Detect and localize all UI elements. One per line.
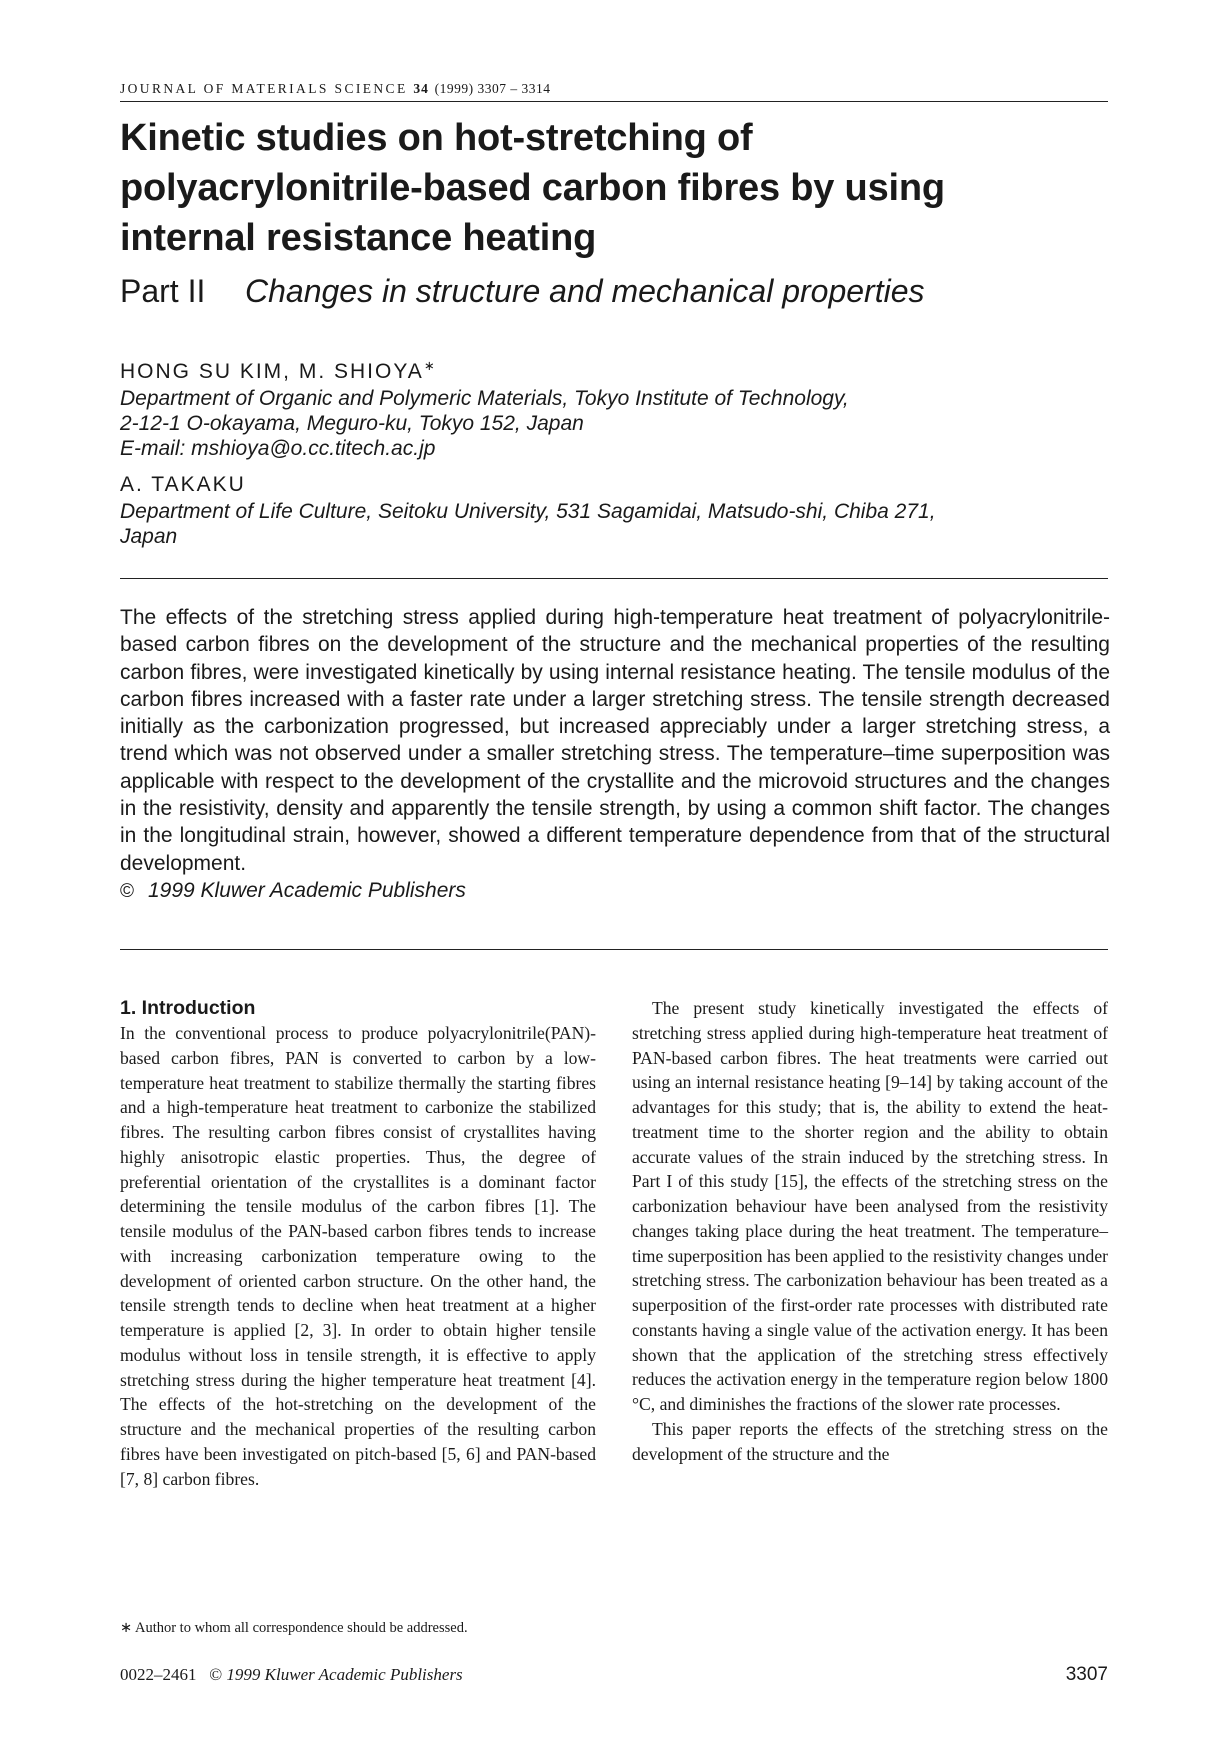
abstract-text: The effects of the stretching stress applied during high-temperature heat treatment of polyacrylonitrile-based carbon fibres on the development of the structure and the mechanical properties of the resulting carbon fibres, were investigated kinetically by using internal resistance heating. The tensile modulus of the carbon fibres increased with a faster rate under a larger stretching stress. The tensile strength decreased initially as the carbonization progressed, but increased appreciably under a larger stretching stress, a trend which was not observed under a smaller stretching stress. The temperature–time superposition was applicable with respect to the development of the crystallite and the microvoid structures and the changes in the resistivity, density and apparently the tensile strength, by using a common shift factor. The changes in the longitudinal strain, however, showed a different temperature dependence from that of the structural development. [120, 606, 1110, 875]
author-affiliation: Department of Life Culture, Seitoku University, 531 Sagamidai, Matsudo-shi, Chiba 271, Japan [120, 500, 936, 548]
left-column [120, 996, 596, 1491]
author-email: E-mail: mshioya@o.cc.titech.ac.jp [120, 437, 436, 460]
title-line: internal resistance heating [120, 217, 597, 259]
right-column [632, 996, 1108, 1466]
title-line: polyacrylonitrile-based carbon fibres by using [120, 167, 945, 209]
paragraph: The present study kinetically investigated the effects of stretching stress applied during high-temperature heat treatment of PAN-based carbon fibres. The heat treatments were carried out using an internal resistance heating [9–14] by taking account of the advantages for this study; that is, the ability to extend the heat-treatment time to the shorter region and the ability to obtain accurate values of the strain induced by the stretching stress. In Part I of this study [15], the effects of the stretching stress on the carbonization behaviour have been analysed from the resistivity changes taking place during the heat treatment. The temperature–time superposition has been applied to the resistivity changes under stretching stress. The carbonization behaviour has been treated as a superposition of the first-order rate processes with distributed rate constants having a single value of the activation energy. It has been shown that the application of the stretching stress effectively reduces the activation energy in the temperature region below 1800 °C, and diminishes the fractions of the slower rate processes. [632, 998, 1108, 1414]
subtitle-text: Changes in structure and mechanical properties [245, 273, 925, 309]
paper-title [120, 113, 1110, 263]
author-names: A. TAKAKU [120, 473, 246, 496]
correspondence-footnote: ∗ Author to whom all correspondence should be addressed. [120, 1620, 468, 1636]
copyright-symbol: © [209, 1665, 223, 1684]
abstract-copyright: © 1999 Kluwer Academic Publishers [120, 878, 466, 902]
part-label: Part II [120, 273, 206, 309]
abstract-bottom-rule [120, 949, 1108, 950]
paragraph: In the conventional process to produce polyacrylonitrile(PAN)-based carbon fibres, PAN is converted to carbon by a low-temperature heat treatment to stabilize thermally the starting fibres and a high-temperature heat treatment to carbonize the stabilized fibres. The resulting carbon fibres consist of crystallites having highly anisotropic elastic properties. Thus, the degree of preferential orientation of the crystallites is a dominant factor determining the tensile modulus of the carbon fibres [1]. The tensile modulus of the PAN-based carbon fibres tends to increase with increasing carbonization temperature owing to the development of oriented carbon structure. On the other hand, the tensile strength tends to decline when heat treatment at a higher temperature is applied [2, 3]. In order to obtain higher tensile modulus without loss in tensile strength, it is effective to apply stretching stress during the higher temperature heat treatment [4]. The effects of the hot-stretching on the development of the structure and the mechanical properties of the resulting carbon fibres have been investigated on pitch-based [5, 6] and PAN-based [7, 8] carbon fibres. [120, 1023, 596, 1489]
copyright-symbol: © [120, 880, 134, 902]
running-head [120, 81, 551, 97]
abstract [120, 604, 1110, 905]
issn: 0022–2461 [120, 1665, 197, 1684]
page-number: 3307 [1065, 1664, 1108, 1685]
paper-subtitle [120, 271, 924, 311]
author-footnote-mark: ∗ [423, 358, 437, 373]
journal-year-pages: (1999) 3307 – 3314 [434, 81, 551, 96]
author-affiliation: Department of Organic and Polymeric Materials, Tokyo Institute of Technology, 2-12-1 O-okayama, Meguro-ku, Tokyo 152, Japan E-mail: mshioya@o.cc.titech.ac.jp [120, 387, 849, 460]
section-heading: 1. Introduction [120, 997, 256, 1019]
journal-name: JOURNAL OF MATERIALS SCIENCE [120, 81, 408, 96]
title-line: Kinetic studies on hot-stretching of [120, 117, 753, 159]
paragraph: This paper reports the effects of the stretching stress on the development of the structure and the [632, 1418, 1108, 1464]
journal-volume: 34 [413, 81, 429, 96]
abstract-top-rule [120, 578, 1108, 579]
author-names: HONG SU KIM, M. SHIOYA∗ [120, 358, 437, 383]
footer-copyright: 1999 Kluwer Academic Publishers [226, 1665, 463, 1684]
footer-left [120, 1665, 463, 1685]
header-rule [120, 101, 1108, 102]
